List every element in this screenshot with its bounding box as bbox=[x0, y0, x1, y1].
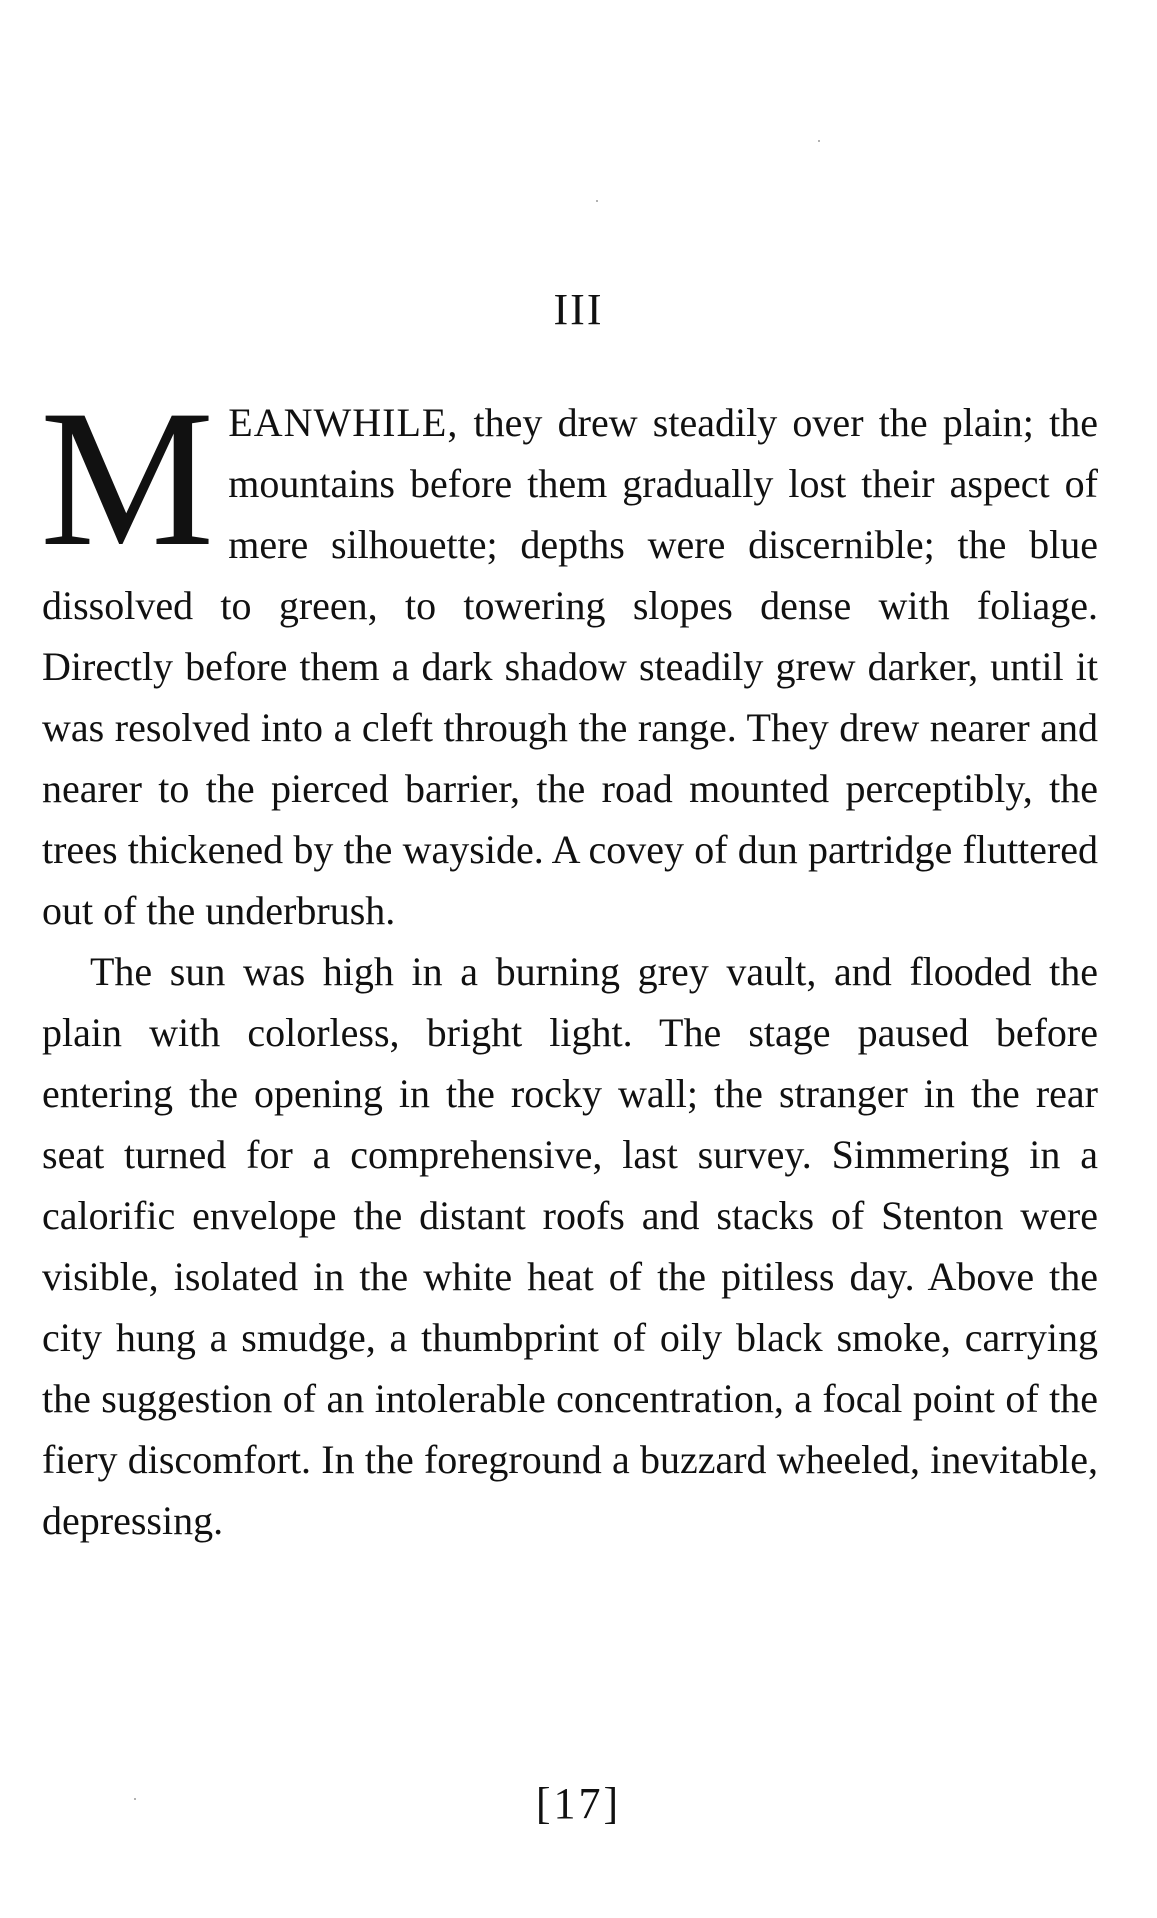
paper-speck bbox=[596, 200, 598, 202]
paragraph-1-text: they drew steadily over the plain; the mountains before them gradually lost their aspect of mere silhouette; depths were discernible; the blue dissolved to green, to towering slopes dense with foliage. Directly before them a dark shadow steadily grew darker, until it was resolved into a cleft through the range. They drew nearer and nearer to the pierced barrier, the road mounted perceptibly, the trees thickened by the wayside. A covey of dun partridge fluttered out of the underbrush. bbox=[42, 400, 1098, 933]
page-number: [17] bbox=[535, 1779, 622, 1828]
paragraph-1 bbox=[40, 370, 1098, 941]
paper-speck bbox=[134, 1798, 136, 1800]
paper-speck bbox=[818, 140, 820, 142]
paragraph-2 bbox=[42, 941, 1098, 1551]
paragraph-1-first-word: EANWHILE, bbox=[228, 400, 459, 445]
body-text bbox=[40, 370, 1098, 1551]
chapter-number: III bbox=[553, 285, 604, 334]
drop-cap-letter: M bbox=[40, 370, 215, 587]
paragraph-2-text: The sun was high in a burning grey vault, and flooded the plain with colorless, bright light. The stage paused before entering the opening in the rocky wall; the stranger in the rear seat turned for a comprehensive, last survey. Simmering in a calorific envelope the distant roofs and stacks of Stenton were visible, isolated in the white heat of the pitiless day. Above the city hung a smudge, a thumbprint of oily black smoke, carrying the suggestion of an intolerable concentration, a focal point of the fiery discomfort. In the foreground a buzzard wheeled, inevitable, depressing. bbox=[42, 949, 1098, 1543]
